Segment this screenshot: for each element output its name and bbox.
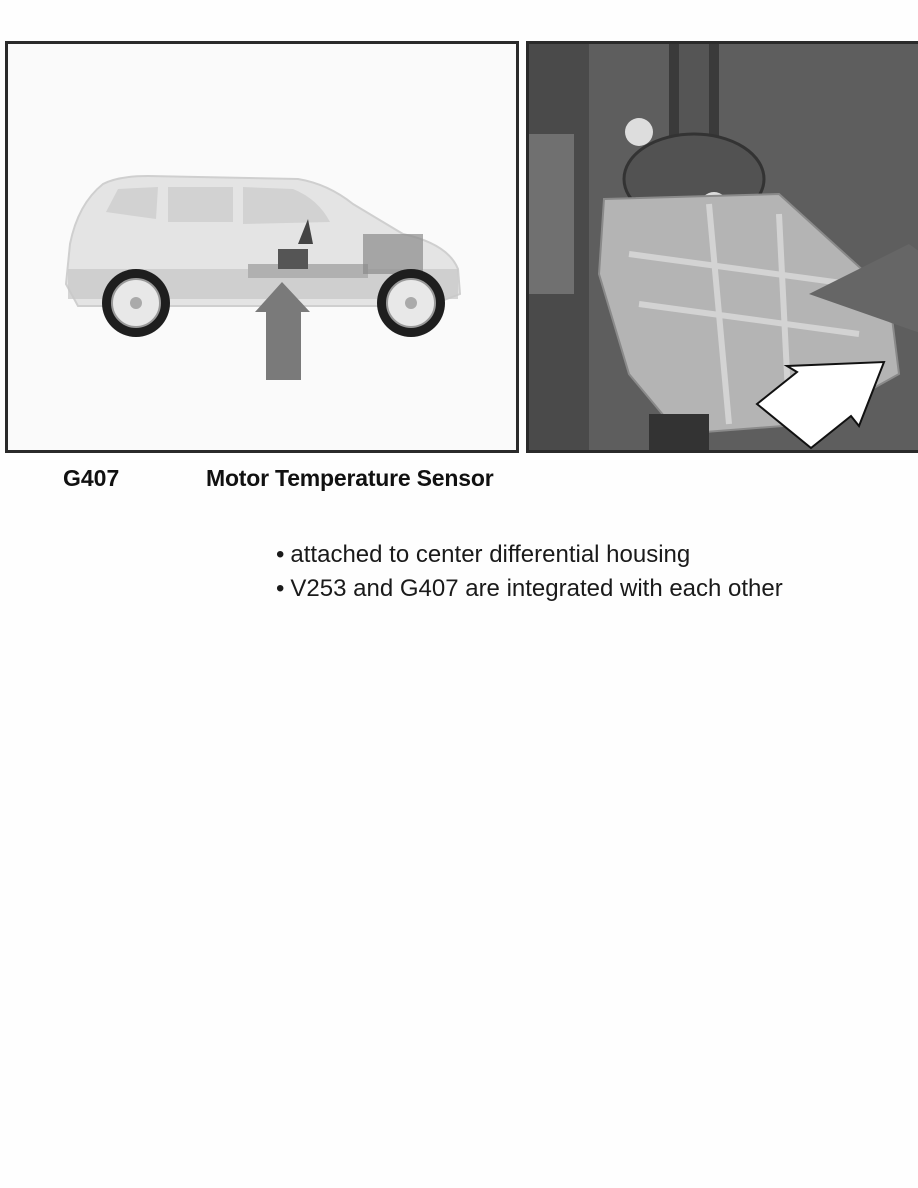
differential-photo bbox=[529, 44, 918, 450]
component-code: G407 bbox=[63, 465, 120, 491]
vehicle-illustration bbox=[8, 44, 516, 450]
detail-bullet: • V253 and G407 are integrated with each other bbox=[276, 572, 783, 606]
component-details-list bbox=[276, 538, 783, 606]
vehicle-location-figure bbox=[5, 41, 519, 453]
detail-bullet: • attached to center differential housing bbox=[276, 538, 783, 572]
component-title: Motor Temperature Sensor bbox=[206, 465, 494, 491]
component-photo-figure bbox=[526, 41, 918, 453]
